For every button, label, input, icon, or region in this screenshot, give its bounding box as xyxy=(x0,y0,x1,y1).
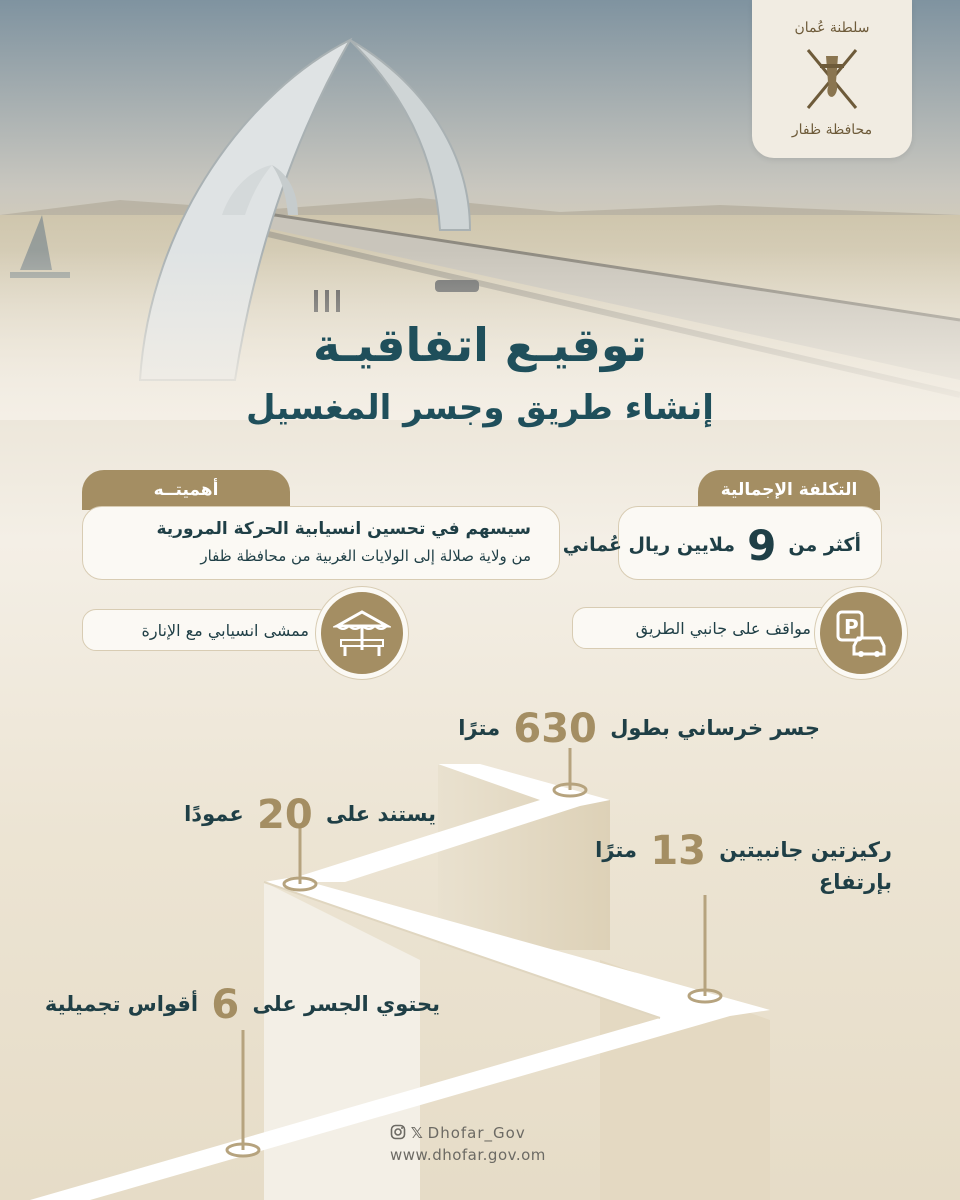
cost-tab: التكلفة الإجمالية xyxy=(698,470,880,510)
walkway-pill xyxy=(82,609,332,651)
fact-columns-number: 20 xyxy=(257,792,313,838)
fact-arches-number: 6 xyxy=(211,982,240,1028)
parking-label: مواقف على جانبي الطريق xyxy=(635,619,811,638)
footer-website[interactable]: www.dhofar.gov.om xyxy=(390,1146,546,1164)
fact-piers-number: 13 xyxy=(650,828,706,874)
importance-card xyxy=(82,506,560,580)
fact-arches xyxy=(45,982,440,1028)
page-subtitle: إنشاء طريق وجسر المغسيل xyxy=(246,388,714,428)
fact-piers-line2: بإرتفاع xyxy=(818,870,892,894)
fact-piers-prefix: ركيزتين جانبيتين xyxy=(719,838,892,862)
cost-card xyxy=(562,506,882,580)
fact-columns-suffix: عمودًا xyxy=(184,802,244,826)
x-icon[interactable]: 𝕏 xyxy=(410,1124,423,1142)
logo-top-text: سلطنة عُمان xyxy=(794,20,870,36)
khanjar-swords-icon xyxy=(802,42,862,114)
parking-circle xyxy=(815,587,907,679)
importance-tab: أهميتــه xyxy=(82,470,290,510)
fact-bridge-suffix: مترًا xyxy=(458,716,501,740)
importance-line1: سيسهم في تحسين انسيابية الحركة المرورية xyxy=(156,519,531,539)
cost-line xyxy=(563,521,861,570)
page-title: توقيـع اتفاقيـة xyxy=(312,318,648,372)
umbrella-bench-icon xyxy=(333,606,391,660)
oman-emblem-logo xyxy=(752,0,912,158)
fact-arches-suffix: أقواس تجميلية xyxy=(44,992,199,1016)
fact-arches-prefix: يحتوي الجسر على xyxy=(252,992,440,1016)
parking-car-icon xyxy=(834,606,888,660)
fact-piers xyxy=(595,828,892,874)
importance-line2: من ولاية صلالة إلى الولايات الغربية من محافظة ظفار xyxy=(200,547,531,565)
fact-piers-suffix: مترًا xyxy=(595,838,637,862)
footer-handle[interactable]: Dhofar_Gov xyxy=(427,1124,526,1142)
footer-social xyxy=(390,1124,526,1142)
fact-columns-prefix: يستند على xyxy=(325,802,436,826)
instagram-icon[interactable] xyxy=(390,1124,406,1140)
fact-bridge-length xyxy=(458,706,820,752)
fact-bridge-number: 630 xyxy=(513,706,597,752)
parking-pill xyxy=(572,607,834,649)
fact-columns xyxy=(184,792,436,838)
logo-bottom-text: محافظة ظفار xyxy=(791,122,873,138)
walkway-circle xyxy=(316,587,408,679)
cost-number: 9 xyxy=(747,521,777,570)
cost-prefix: أكثر من xyxy=(788,534,861,556)
cost-suffix: ملايين ريال عُماني xyxy=(562,534,736,556)
walkway-label: ممشى انسيابي مع الإنارة xyxy=(141,621,309,640)
fact-bridge-prefix: جسر خرساني بطول xyxy=(610,716,820,740)
svg-text:P: P xyxy=(844,615,859,639)
